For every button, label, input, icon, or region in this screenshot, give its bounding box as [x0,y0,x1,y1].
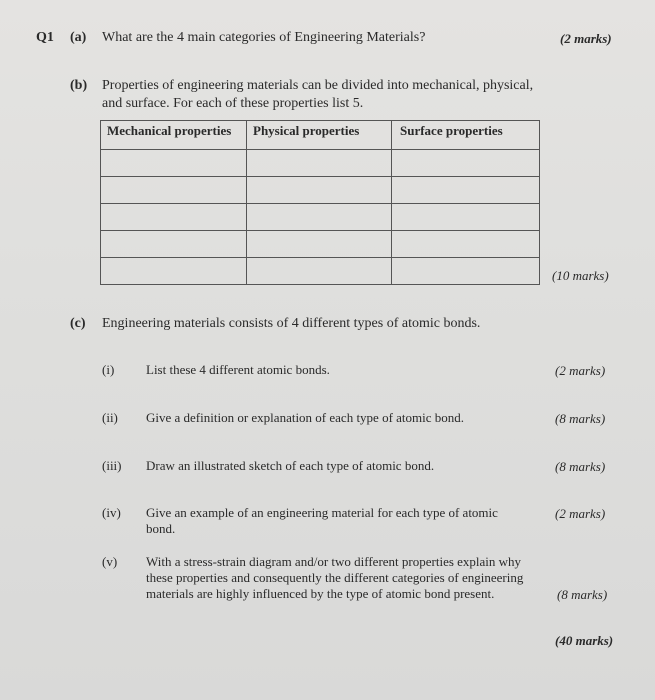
item-iii-label: (iii) [102,458,122,473]
table-cell [101,231,247,258]
header-surface: Surface properties [392,121,540,150]
table-cell [392,177,540,204]
part-b-text-line1: Properties of engineering materials can be divided into mechanical, physical, [102,78,534,93]
table-cell [247,150,392,177]
part-c-label: (c) [70,316,86,331]
item-iv-text-line1: Give an example of an engineering material for each type of atomic [146,505,498,520]
table-cell [247,177,392,204]
table-row [101,204,540,231]
item-iv-marks: (2 marks) [555,506,606,521]
item-iii-marks: (8 marks) [555,459,606,474]
table-cell [247,258,392,285]
part-c-text: Engineering materials consists of 4 different types of atomic bonds. [102,316,481,331]
part-a-text: What are the 4 main categories of Engineering Materials? [102,30,426,45]
table-cell [101,150,247,177]
part-b-text-line2: and surface. For each of these properties list 5. [102,96,364,111]
table-cell [392,231,540,258]
table-row [101,258,540,285]
table-row [101,177,540,204]
item-ii-marks: (8 marks) [555,411,606,426]
item-i-text: List these 4 different atomic bonds. [146,362,330,377]
question-number: Q1 [36,30,54,45]
item-i-label: (i) [102,362,115,377]
properties-table [100,120,540,285]
table-cell [101,177,247,204]
table-cell [392,150,540,177]
table-cell [247,231,392,258]
total-marks: (40 marks) [555,633,614,648]
part-b-marks: (10 marks) [552,268,609,283]
table-cell [247,204,392,231]
item-v-marks: (8 marks) [557,587,608,602]
item-ii-label: (ii) [102,410,118,425]
table-row [101,231,540,258]
item-i-marks: (2 marks) [555,363,606,378]
item-v-text-line3: materials are highly influenced by the type of atomic bond present. [146,586,495,601]
item-ii-text: Give a definition or explanation of each type of atomic bond. [146,410,465,425]
item-iv-text-line2: bond. [146,521,176,536]
item-v-text-line1: With a stress-strain diagram and/or two different properties explain why [146,554,522,569]
header-physical: Physical properties [247,121,392,150]
table-cell [101,258,247,285]
table-cell [101,204,247,231]
table-cell [392,258,540,285]
header-mechanical: Mechanical properties [101,121,247,150]
item-v-text-line2: these properties and consequently the different categories of engineering [146,570,524,585]
item-v-label: (v) [102,554,118,569]
table-header-row [101,121,540,150]
part-a-marks: (2 marks) [560,31,612,46]
part-a-label: (a) [70,30,87,45]
part-b-label: (b) [70,78,88,93]
table-row [101,150,540,177]
table-cell [392,204,540,231]
item-iv-label: (iv) [102,505,121,520]
item-iii-text: Draw an illustrated sketch of each type of atomic bond. [146,458,435,473]
